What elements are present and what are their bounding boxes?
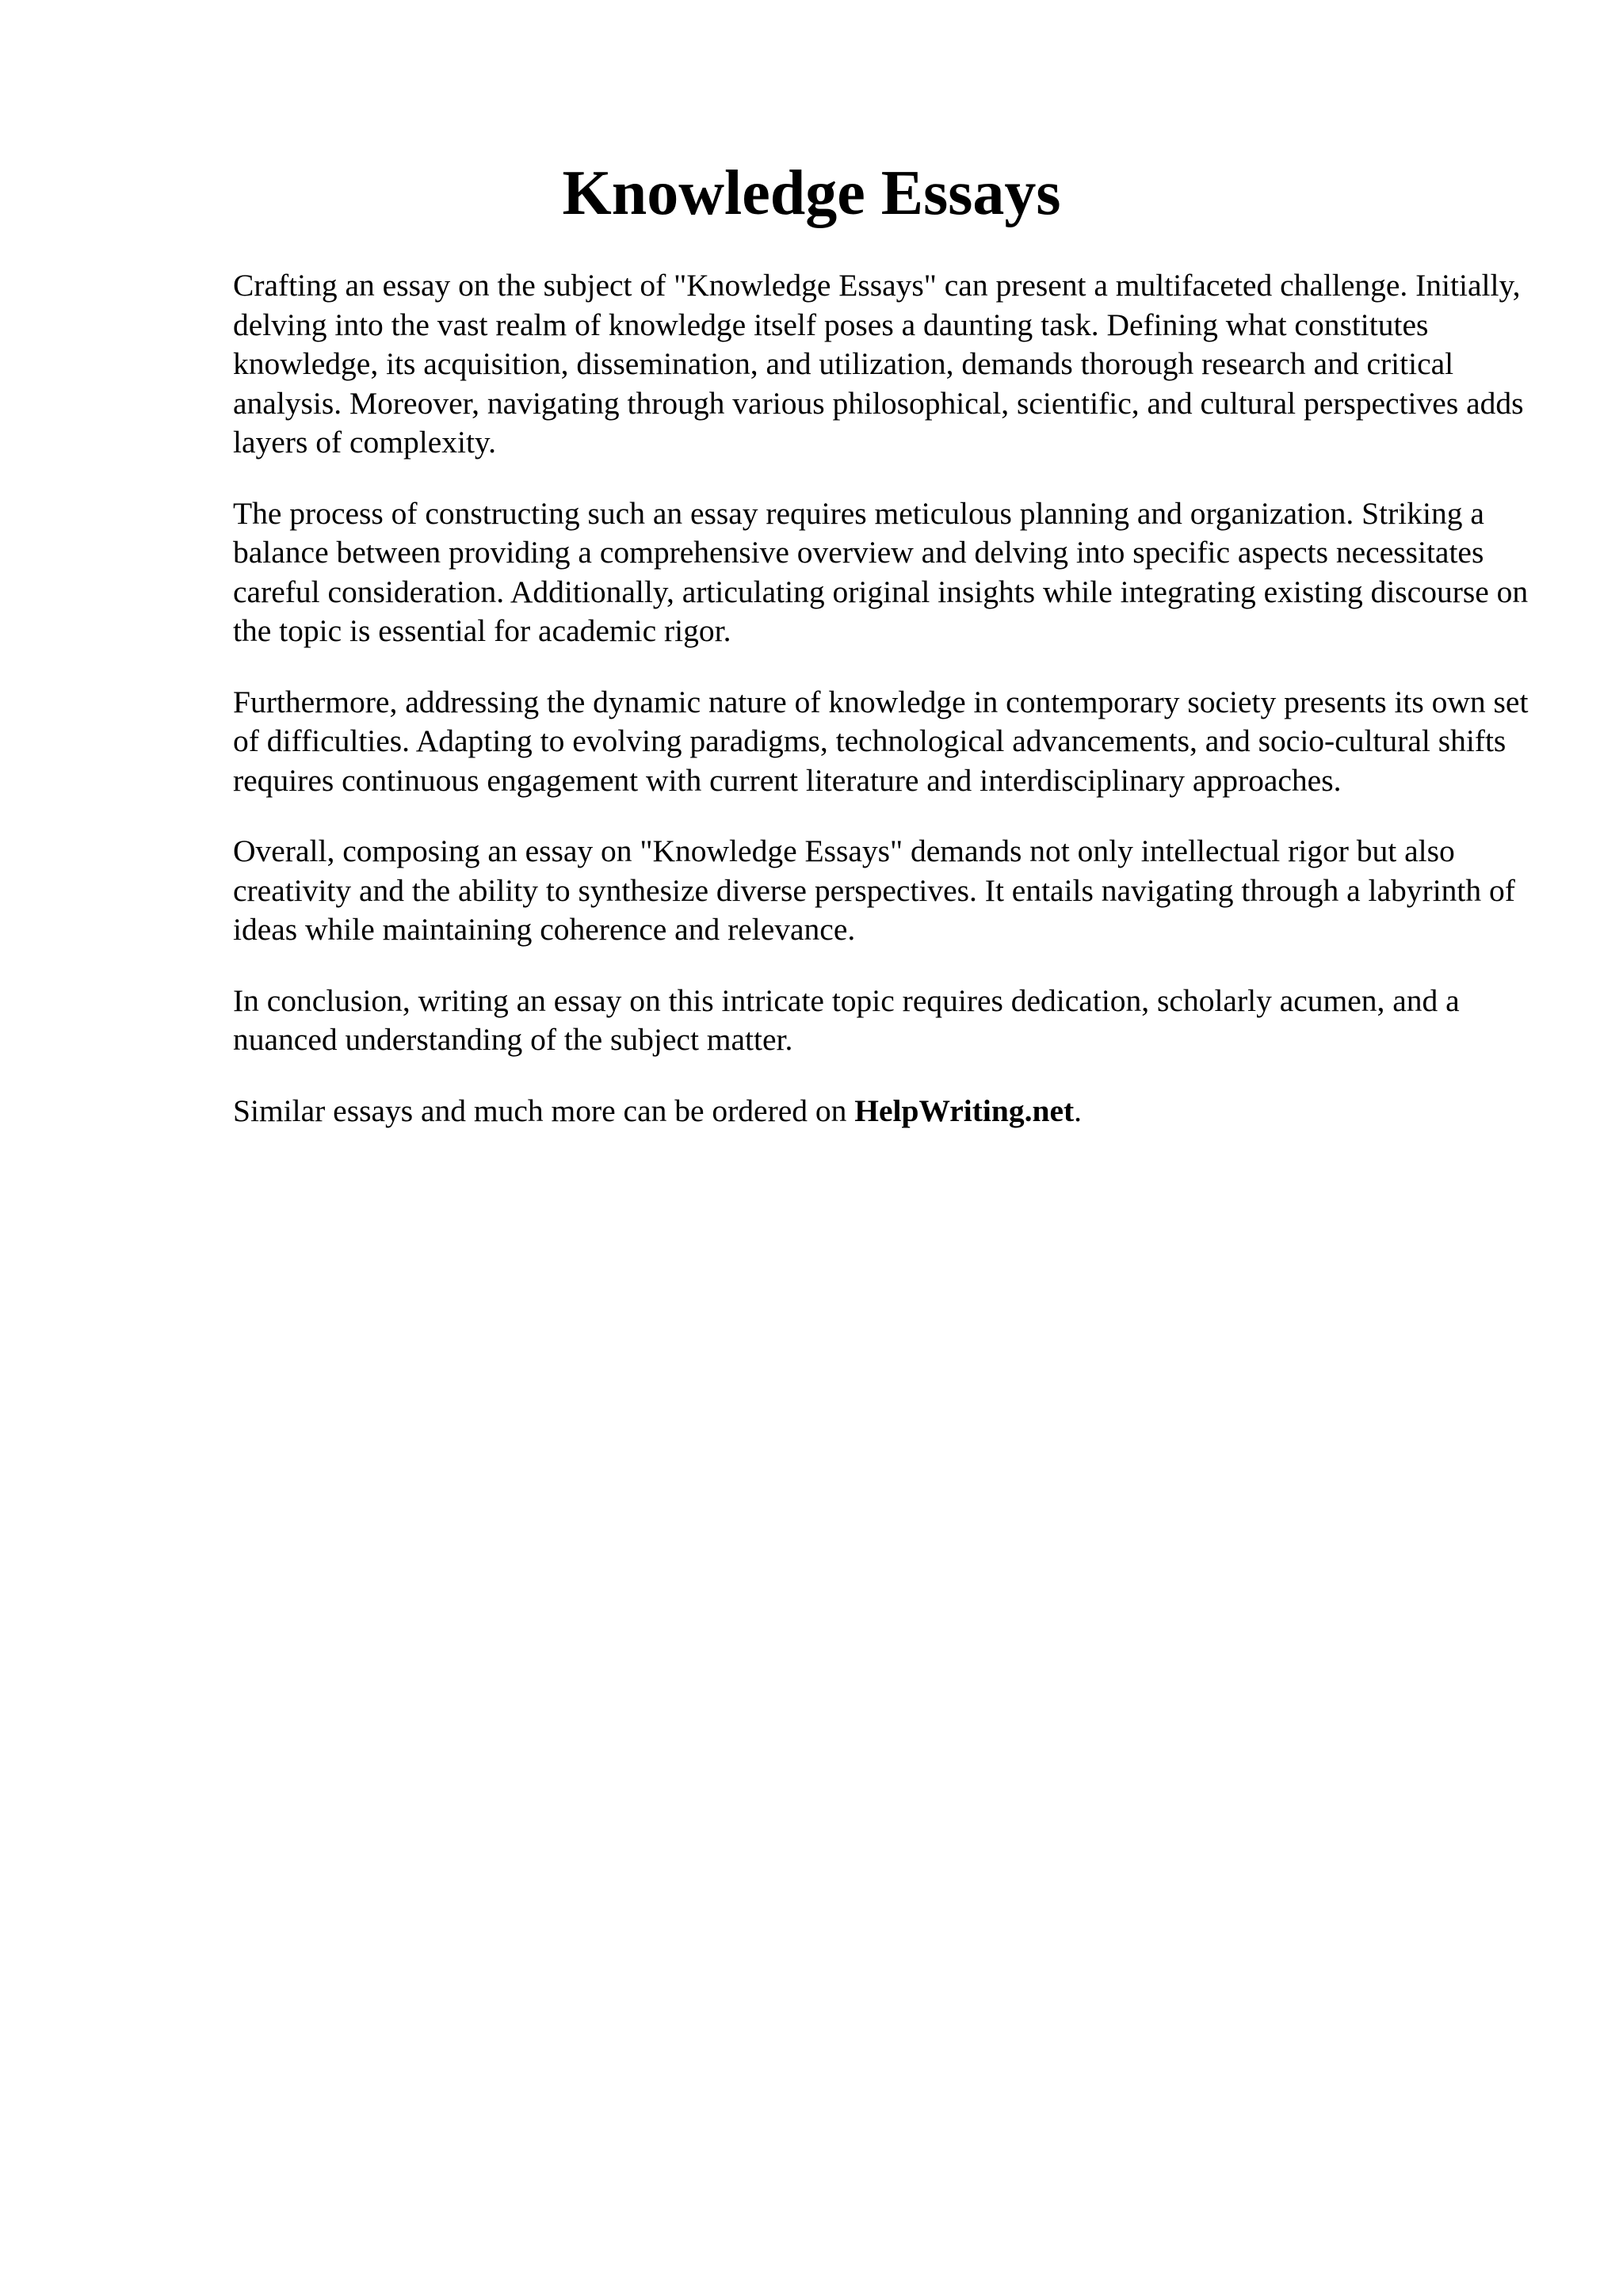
footer-suffix: .	[1074, 1093, 1083, 1128]
footer-note	[233, 1092, 1533, 1131]
paragraph-2: The process of constructing such an essay requires meticulous planning and organization. Striking a balance between providing a comprehensive overview and delving into specific aspects necessitates careful consideration. Additionally, articulating original insights while integrating existing discourse on the topic is essential for academic rigor.	[233, 495, 1529, 648]
paragraph-4: Overall, composing an essay on "Knowledge Essays" demands not only intellectual rigor but also creativity and the ability to synthesize diverse perspectives. It entails navigating through a labyrinth of ideas while maintaining coherence and relevance.	[233, 833, 1515, 947]
document-body	[233, 266, 1533, 1162]
paragraph-5: In conclusion, writing an essay on this intricate topic requires dedication, scholarly acumen, and a nuanced understanding of the subject matter.	[233, 982, 1460, 1057]
footer-prefix: Similar essays and much more can be ordered on	[233, 1093, 855, 1128]
document-title: Knowledge Essays	[562, 158, 1061, 228]
brand-link[interactable]: HelpWriting.net	[854, 1093, 1075, 1128]
paragraph-1: Crafting an essay on the subject of "Knowledge Essays" can present a multifaceted challenge. Initially, delving into the vast realm of knowledge itself poses a daunting task. Defining what constitutes knowledge, its acquisition, dissemination, and utilization, demands thorough research and critical analysis. Moreover, navigating through various philosophical, scientific, and cultural perspectives adds layers of complexity.	[233, 268, 1524, 460]
paragraph-3: Furthermore, addressing the dynamic nature of knowledge in contemporary society presents its own set of difficulties. Adapting to evolving paradigms, technological advancements, and socio-cultural shifts requires continuous engagement with current literature and interdisciplinary approaches.	[233, 684, 1529, 798]
